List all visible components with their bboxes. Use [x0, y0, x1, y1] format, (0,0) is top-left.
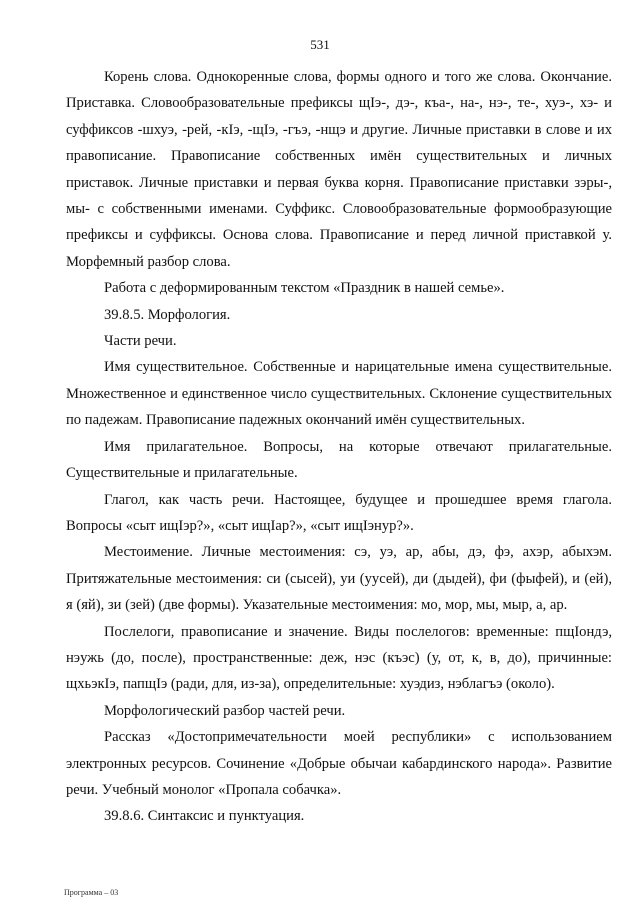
paragraph-morphemics: Корень слова. Однокоренные слова, формы одного и того же слова. Окончание. Приставка. Словообразовательные префиксы щIэ-, дэ-, къа-, на-, нэ-, те-, хуэ-, хэ- и суффиксов -шхуэ, -рей, -кIэ, -щIэ, -гъэ, -нщэ и другие. Личные приставки в слове и их правописание. Правописание собственных имён существительных и личных приставок. Личные приставки и первая буква корня. Правописание приставки зэры-, мы- с собственными именами. Суффикс. Словообразовательные формообразующие префиксы и суффиксы. Основа слова. Правописание и перед личной приставкой у. Морфемный разбор слова. — [66, 69, 612, 270]
paragraph-morphological-analysis: Морфологический разбор частей речи. — [104, 702, 346, 719]
footer-program-label: Программа – 03 — [64, 888, 119, 897]
paragraph-noun: Имя существительное. Собственные и нарицательные имена существительные. Множественное и единственное число существительных. Склонение существительных по падежам. Правописание падежных окончаний имён существительных. — [66, 359, 612, 429]
paragraph-story-essay: Рассказ «Достопримечательности моей республики» с использованием электронных ресурсов. Сочинение «Добрые обычаи кабардинского народа». Развитие речи. Учебный монолог «Пропала собачка». — [66, 729, 612, 798]
page-number: 531 — [310, 37, 330, 52]
paragraph-pronoun: Местоимение. Личные местоимения: сэ, уэ, ар, абы, дэ, фэ, ахэр, абыхэм. Притяжательные местоимения: си (сысей), уи (уусей), ди (дыдей), фи (фыфей), и (ей), я (яй), зи (зей) (две формы). Указательные местоимения: мо, мор, мы, мыр, а, ар. — [66, 544, 612, 614]
document-body — [66, 64, 612, 830]
paragraph-deformed-text-work: Работа с деформированным текстом «Праздник в нашей семье». — [104, 280, 505, 297]
subheading-parts-of-speech: Части речи. — [104, 333, 177, 350]
paragraph-verb: Глагол, как часть речи. Настоящее, будущее и прошедшее время глагола. Вопросы «сыт ищIэр?», «сыт ищIар?», «сыт ищIэнур?». — [66, 491, 612, 534]
paragraph-adjective: Имя прилагательное. Вопросы, на которые отвечают прилагательные. Существительные и прилагательные. — [66, 438, 612, 482]
section-heading-morphology: 39.8.5. Морфология. — [104, 306, 231, 323]
paragraph-postpositions: Послелоги, правописание и значение. Виды послелогов: временные: пщIондэ, нэужь (до, после), пространственные: деж, нэс (къэс) (у, от, к, в, до), причинные: щхьэкIэ, папщIэ (ради, для, из-за), определительные: хуэдиз, нэблагъэ (около). — [66, 623, 612, 693]
section-heading-syntax: 39.8.6. Синтаксис и пунктуация. — [104, 808, 305, 825]
